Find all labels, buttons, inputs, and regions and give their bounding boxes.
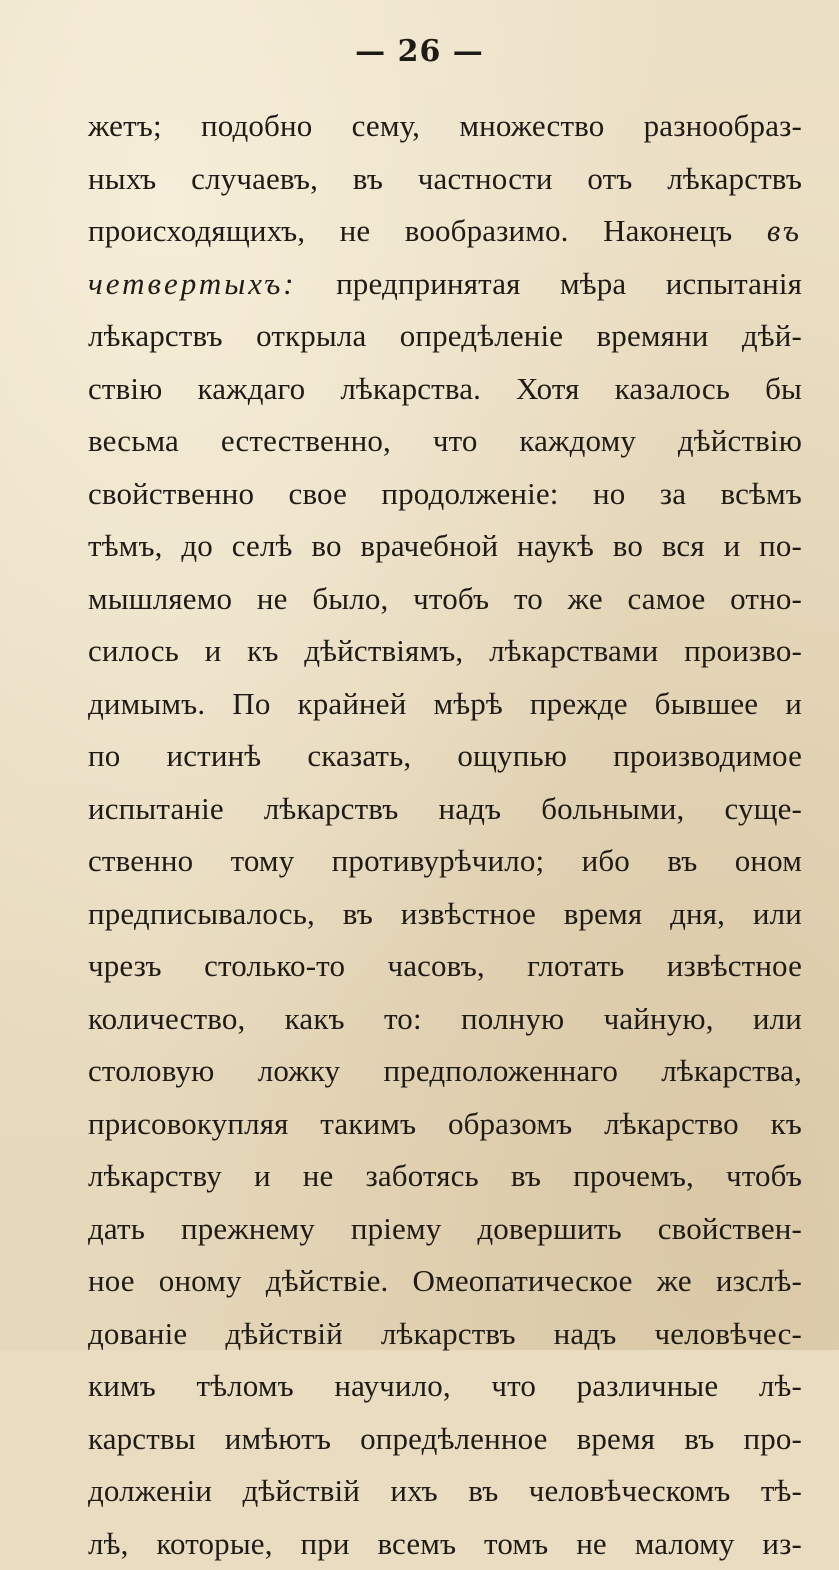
- line-text: дованіе дѣйствій лѣкарствъ надъ человѣчес-: [88, 1316, 802, 1351]
- text-line: [88, 1098, 802, 1151]
- text-line: [88, 468, 802, 521]
- text-line: [88, 678, 802, 731]
- line-text: кимъ тѣломъ научило, что различные лѣ-: [88, 1368, 802, 1403]
- line-text: жетъ; подобно сему, множество разнообраз-: [88, 108, 802, 143]
- line-text: карствы имѣютъ опредѣленное время въ про-: [88, 1421, 802, 1456]
- line-text: димымъ. По крайней мѣрѣ прежде бывшее и: [88, 686, 802, 721]
- text-line: [88, 1413, 802, 1466]
- text-line: [88, 835, 802, 888]
- line-text: предписывалось, въ извѣстное время дня, или: [88, 896, 802, 931]
- body-text: [88, 100, 802, 1570]
- line-text: предпринятая мѣра испытанія: [336, 266, 802, 301]
- text-line: [88, 1308, 802, 1361]
- line-text: свойственно свое продолженіе: но за всѣмъ: [88, 476, 802, 511]
- text-line: [88, 573, 802, 626]
- line-text: ныхъ случаевъ, въ частности отъ лѣкарствъ: [88, 161, 802, 196]
- text-line: [88, 205, 802, 258]
- text-line: [88, 1360, 802, 1413]
- text-line: [88, 730, 802, 783]
- line-text: весьма естественно, что каждому дѣйствію: [88, 423, 802, 458]
- line-text: ственно тому противурѣчило; ибо въ оном: [88, 843, 802, 878]
- line-text: силось и къ дѣйствіямъ, лѣкарствами произво-: [88, 633, 802, 668]
- text-line: [88, 415, 802, 468]
- line-text: тѣмъ, до селѣ во врачебной наукѣ во вся и по-: [88, 528, 802, 563]
- page-number: — 26 —: [0, 34, 839, 69]
- italic-emphasis: четвертыхъ:: [88, 266, 297, 301]
- text-line: [88, 1518, 802, 1570]
- italic-emphasis: въ: [767, 213, 802, 248]
- text-line: [88, 153, 802, 206]
- line-text: чрезъ столько-то часовъ, глотать извѣстное: [88, 948, 802, 983]
- line-text: по истинѣ сказать, ощупью производимое: [88, 738, 802, 773]
- line-text: происходящихъ, не вообразимо. Наконецъ: [88, 213, 732, 248]
- line-text: лѣ, которые, при всемъ томъ не малому из-: [88, 1526, 802, 1561]
- text-line: [88, 1150, 802, 1203]
- text-line: [88, 783, 802, 836]
- text-line: [88, 310, 802, 363]
- text-line: [88, 888, 802, 941]
- line-text: испытаніе лѣкарствъ надъ больными, суще-: [88, 791, 802, 826]
- line-text: ствію каждаго лѣкарства. Хотя казалось бы: [88, 371, 802, 406]
- line-text: лѣкарству и не заботясь въ прочемъ, чтобъ: [88, 1158, 802, 1193]
- text-line: [88, 993, 802, 1046]
- text-line: [88, 1465, 802, 1518]
- line-text: присовокупляя такимъ образомъ лѣкарство къ: [88, 1106, 802, 1141]
- text-line: [88, 100, 802, 153]
- text-line: [88, 1045, 802, 1098]
- text-line: [88, 1203, 802, 1256]
- line-text: столовую ложку предположеннаго лѣкарства,: [88, 1053, 802, 1088]
- text-line: [88, 940, 802, 993]
- text-line: [88, 625, 802, 678]
- line-text: долженіи дѣйствій ихъ въ человѣческомъ тѣ-: [88, 1473, 802, 1508]
- text-line: [88, 258, 802, 311]
- text-line: [88, 1255, 802, 1308]
- line-text: ное оному дѣйствіе. Омеопатическое же изслѣ-: [88, 1263, 802, 1298]
- line-text: лѣкарствъ открыла опредѣленіе времяни дѣй-: [88, 318, 802, 353]
- line-text: мышляемо не было, чтобъ то же самое отно-: [88, 581, 802, 616]
- text-line: [88, 520, 802, 573]
- line-text: количество, какъ то: полную чайную, или: [88, 1001, 802, 1036]
- line-text: дать прежнему пріему довершить свойствен-: [88, 1211, 802, 1246]
- text-line: [88, 363, 802, 416]
